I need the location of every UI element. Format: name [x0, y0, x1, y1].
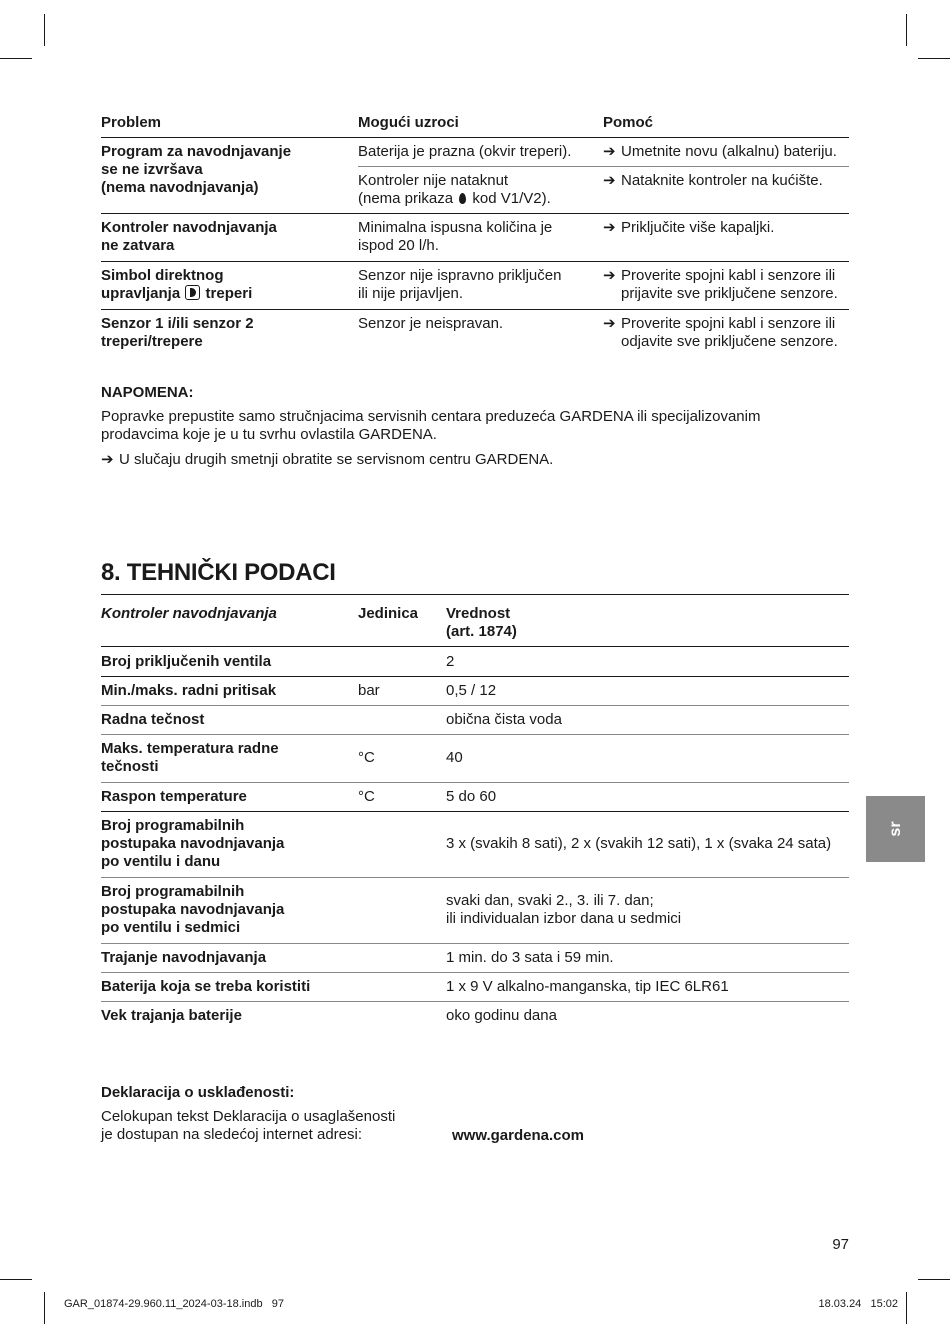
arrow-icon: ➔ — [603, 267, 616, 284]
language-tab — [866, 796, 925, 862]
declaration-url[interactable]: www.gardena.com — [452, 1127, 584, 1144]
tech-row-label: Radna tečnost — [101, 711, 205, 728]
note-title: NAPOMENA: — [101, 384, 194, 401]
help-cell: ➔ Nataknite kontroler na kućište. — [603, 172, 823, 189]
tech-row-unit: °C — [358, 749, 375, 766]
row-divider — [101, 1001, 849, 1002]
column-header-value: Vrednost (art. 1874) — [446, 605, 517, 640]
row-divider — [101, 943, 849, 944]
tech-row-label: Baterija koja se treba koristiti — [101, 978, 311, 995]
tech-row-unit: bar — [358, 682, 380, 699]
row-divider — [101, 877, 849, 878]
tech-row-label: Vek trajanja baterije — [101, 1007, 242, 1024]
row-divider — [101, 782, 849, 783]
crop-mark — [0, 1279, 32, 1280]
row-divider — [101, 676, 849, 677]
row-divider — [101, 309, 849, 310]
direct-control-icon — [185, 285, 200, 300]
row-divider — [101, 261, 849, 262]
problem-cell: Program za navodnjavanje se ne izvršava (nema navodnjavanja) — [101, 143, 292, 196]
cause-cell: Senzor nije ispravno priključen ili nije prijavljen. — [358, 267, 562, 302]
arrow-icon: ➔ — [101, 451, 114, 468]
row-divider — [101, 646, 849, 647]
crop-mark — [906, 1292, 907, 1324]
crop-mark — [44, 14, 45, 46]
cause-cell: Senzor je neispravan. — [358, 315, 504, 332]
row-divider — [101, 972, 849, 973]
tech-row-label: Min./maks. radni pritisak — [101, 682, 277, 699]
tech-row-label: Maks. temperatura radne tečnosti — [101, 740, 279, 775]
tech-row-label: Trajanje navodnjavanja — [101, 949, 267, 966]
tech-row-value: 5 do 60 — [446, 788, 497, 805]
language-tab-label: sr — [886, 821, 904, 837]
column-header-causes: Mogući uzroci — [358, 114, 459, 131]
problem-cell: Simbol direktnog upravljanja treperi — [101, 267, 253, 302]
row-divider — [101, 811, 849, 812]
footer-file-info: GAR_01874-29.960.11_2024-03-18.indb 97 — [64, 1298, 284, 1310]
tech-row-value: 3 x (svakih 8 sati), 2 x (svakih 12 sati), 1 x (svaka 24 sata) — [446, 835, 832, 852]
water-drop-icon — [459, 193, 466, 204]
cause-cell: Baterija je prazna (okvir treperi). — [358, 143, 572, 160]
footer-date-time: 18.03.24 15:02 — [818, 1298, 898, 1310]
section-title: 8. TEHNIČKI PODACI — [101, 559, 336, 586]
column-header-help: Pomoć — [603, 114, 654, 131]
tech-row-value: 2 — [446, 653, 455, 670]
declaration-text: Celokupan tekst Deklaracija o usaglašenosti je dostupan na sledećoj internet adresi: — [101, 1108, 396, 1143]
column-header-item: Kontroler navodnjavanja — [101, 605, 277, 622]
row-divider — [358, 166, 849, 167]
help-cell: ➔ Proverite spojni kabl i senzore ili odjavite sve priključene senzore. — [603, 315, 838, 350]
row-divider — [101, 705, 849, 706]
tech-row-label: Broj programabilnih postupaka navodnjavanja po ventilu i danu — [101, 817, 285, 870]
tech-row-value: 1 min. do 3 sata i 59 min. — [446, 949, 614, 966]
tech-row-value: 40 — [446, 749, 463, 766]
crop-mark — [918, 58, 950, 59]
help-cell: ➔ Priključite više kapaljki. — [603, 219, 775, 236]
cause-cell: Kontroler nije nataknut (nema prikaza kod V1/V2). — [358, 172, 551, 207]
tech-row-label: Raspon temperature — [101, 788, 247, 805]
help-cell: ➔ Umetnite novu (alkalnu) bateriju. — [603, 143, 837, 160]
problem-cell: Senzor 1 i/ili senzor 2 treperi/trepere — [101, 315, 254, 350]
note-text: Popravke prepustite samo stručnjacima servisnih centara preduzeća GARDENA ili specijalizovanim prodavcima koje je u tu svrhu ovlastila GARDENA. — [101, 408, 761, 443]
cause-cell: Minimalna ispusna količina je ispod 20 l/h. — [358, 219, 553, 254]
section-rule — [101, 594, 849, 595]
arrow-icon: ➔ — [603, 172, 616, 189]
arrow-icon: ➔ — [603, 143, 616, 160]
column-header-problem: Problem — [101, 114, 162, 131]
crop-mark — [44, 1292, 45, 1324]
tech-row-value: 0,5 / 12 — [446, 682, 497, 699]
arrow-icon: ➔ — [603, 219, 616, 236]
arrow-icon: ➔ — [603, 315, 616, 332]
declaration-title: Deklaracija o usklađenosti: — [101, 1084, 295, 1101]
crop-mark — [918, 1279, 950, 1280]
row-divider — [101, 213, 849, 214]
problem-cell: Kontroler navodnjavanja ne zatvara — [101, 219, 277, 254]
help-cell: ➔ Proverite spojni kabl i senzore ili prijavite sve priključene senzore. — [603, 267, 838, 302]
tech-row-value: oko godinu dana — [446, 1007, 557, 1024]
crop-mark — [0, 58, 32, 59]
row-divider — [101, 137, 849, 138]
tech-row-value: obična čista voda — [446, 711, 562, 728]
tech-row-value: svaki dan, svaki 2., 3. ili 7. dan; ili individualan izbor dana u sedmici — [446, 892, 682, 927]
tech-row-unit: °C — [358, 788, 375, 805]
page-number: 97 — [832, 1236, 849, 1253]
crop-mark — [906, 14, 907, 46]
column-header-unit: Jedinica — [358, 605, 419, 622]
row-divider — [101, 734, 849, 735]
tech-row-label: Broj programabilnih postupaka navodnjavanja po ventilu i sedmici — [101, 883, 285, 936]
tech-row-value: 1 x 9 V alkalno-manganska, tip IEC 6LR61 — [446, 978, 729, 995]
note-action: ➔ U slučaju drugih smetnji obratite se servisnom centru GARDENA. — [101, 451, 554, 468]
tech-row-label: Broj priključenih ventila — [101, 653, 272, 670]
